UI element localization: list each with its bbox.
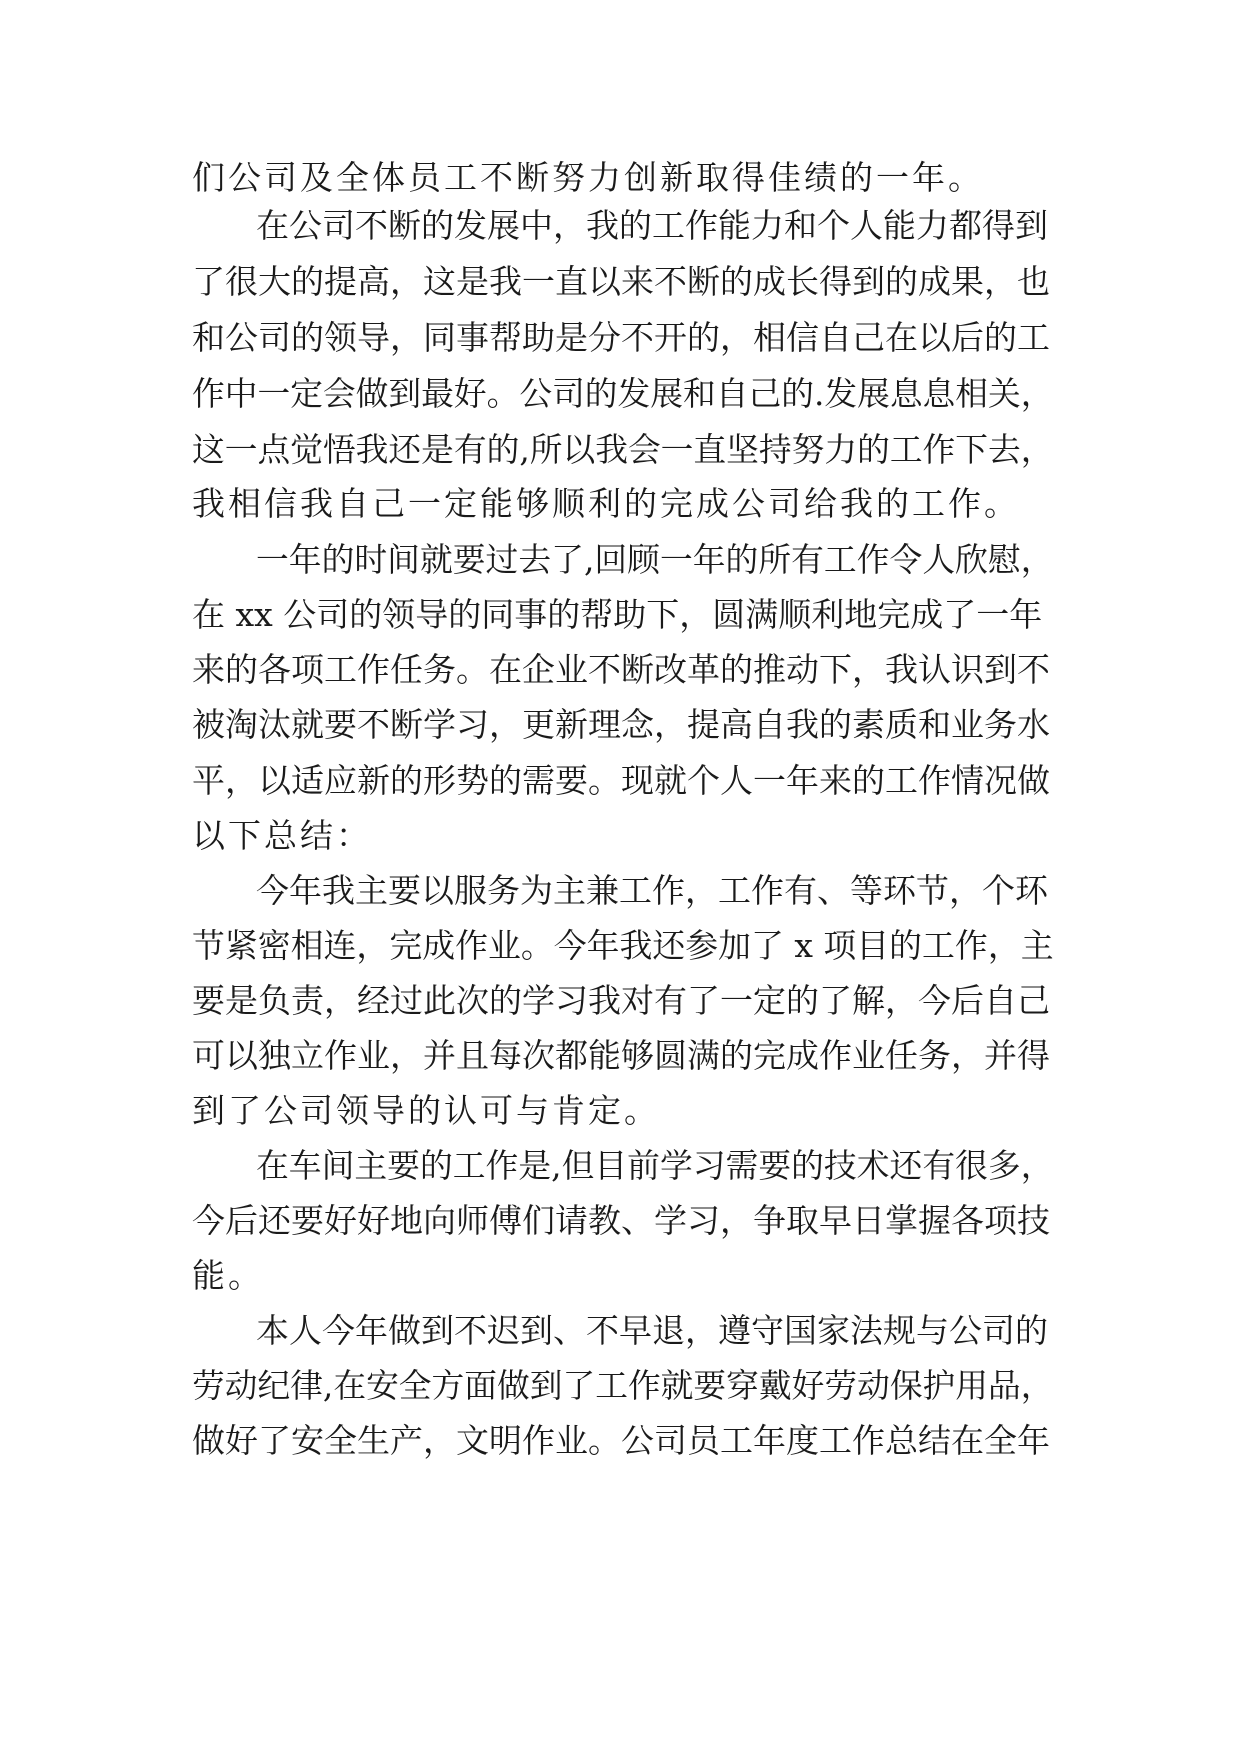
text-line: 能。 (192, 1256, 264, 1295)
text-line: 劳动纪律,在安全方面做到了工作就要穿戴好劳动保护用品， (192, 1366, 1054, 1405)
text-line: 们公司及全体员工不断努力创新取得佳绩的一年。 (192, 158, 984, 197)
text-line: 今后还要好好地向师傅们请教、学习，争取早日掌握各项技 (192, 1201, 1050, 1240)
text-line: 平，以适应新的形势的需要。现就个人一年来的工作情况做 (192, 761, 1050, 800)
text-line: 要是负责，经过此次的学习我对有了一定的了解，今后自己 (192, 981, 1050, 1020)
text-line: 在 xx 公司的领导的同事的帮助下，圆满顺利地完成了一年 (192, 595, 1043, 634)
text-line: 节紧密相连，完成作业。今年我还参加了 x 项目的工作，主 (192, 926, 1054, 965)
text-line: 一年的时间就要过去了,回顾一年的所有工作令人欣慰， (256, 540, 1054, 579)
text-line: 到了公司领导的认可与肯定。 (192, 1091, 660, 1130)
text-line: 被淘汰就要不断学习，更新理念，提高自我的素质和业务水 (192, 705, 1050, 744)
text-line: 我相信我自己一定能够顺利的完成公司给我的工作。 (192, 484, 1020, 523)
text-line: 在车间主要的工作是,但目前学习需要的技术还有很多， (256, 1146, 1054, 1185)
text-line: 在公司不断的发展中，我的工作能力和个人能力都得到 (256, 206, 1048, 245)
text-line: 以下总结： (192, 816, 372, 855)
text-line: 和公司的领导，同事帮助是分不开的，相信自己在以后的工 (192, 318, 1050, 357)
text-line: 今年我主要以服务为主兼工作，工作有、等环节，个环 (256, 871, 1048, 910)
text-line: 本人今年做到不迟到、不早退，遵守国家法规与公司的 (256, 1311, 1048, 1350)
text-line: 作中一定会做到最好。公司的发展和自己的.发展息息相关， (192, 374, 1054, 413)
text-line: 来的各项工作任务。在企业不断改革的推动下，我认识到不 (192, 650, 1050, 689)
text-line: 可以独立作业，并且每次都能够圆满的完成作业任务，并得 (192, 1036, 1050, 1075)
text-line: 做好了安全生产，文明作业。公司员工年度工作总结在全年 (192, 1421, 1050, 1460)
text-line: 这一点觉悟我还是有的,所以我会一直坚持努力的工作下去， (192, 430, 1054, 469)
text-line: 了很大的提高，这是我一直以来不断的成长得到的成果，也 (192, 262, 1050, 301)
